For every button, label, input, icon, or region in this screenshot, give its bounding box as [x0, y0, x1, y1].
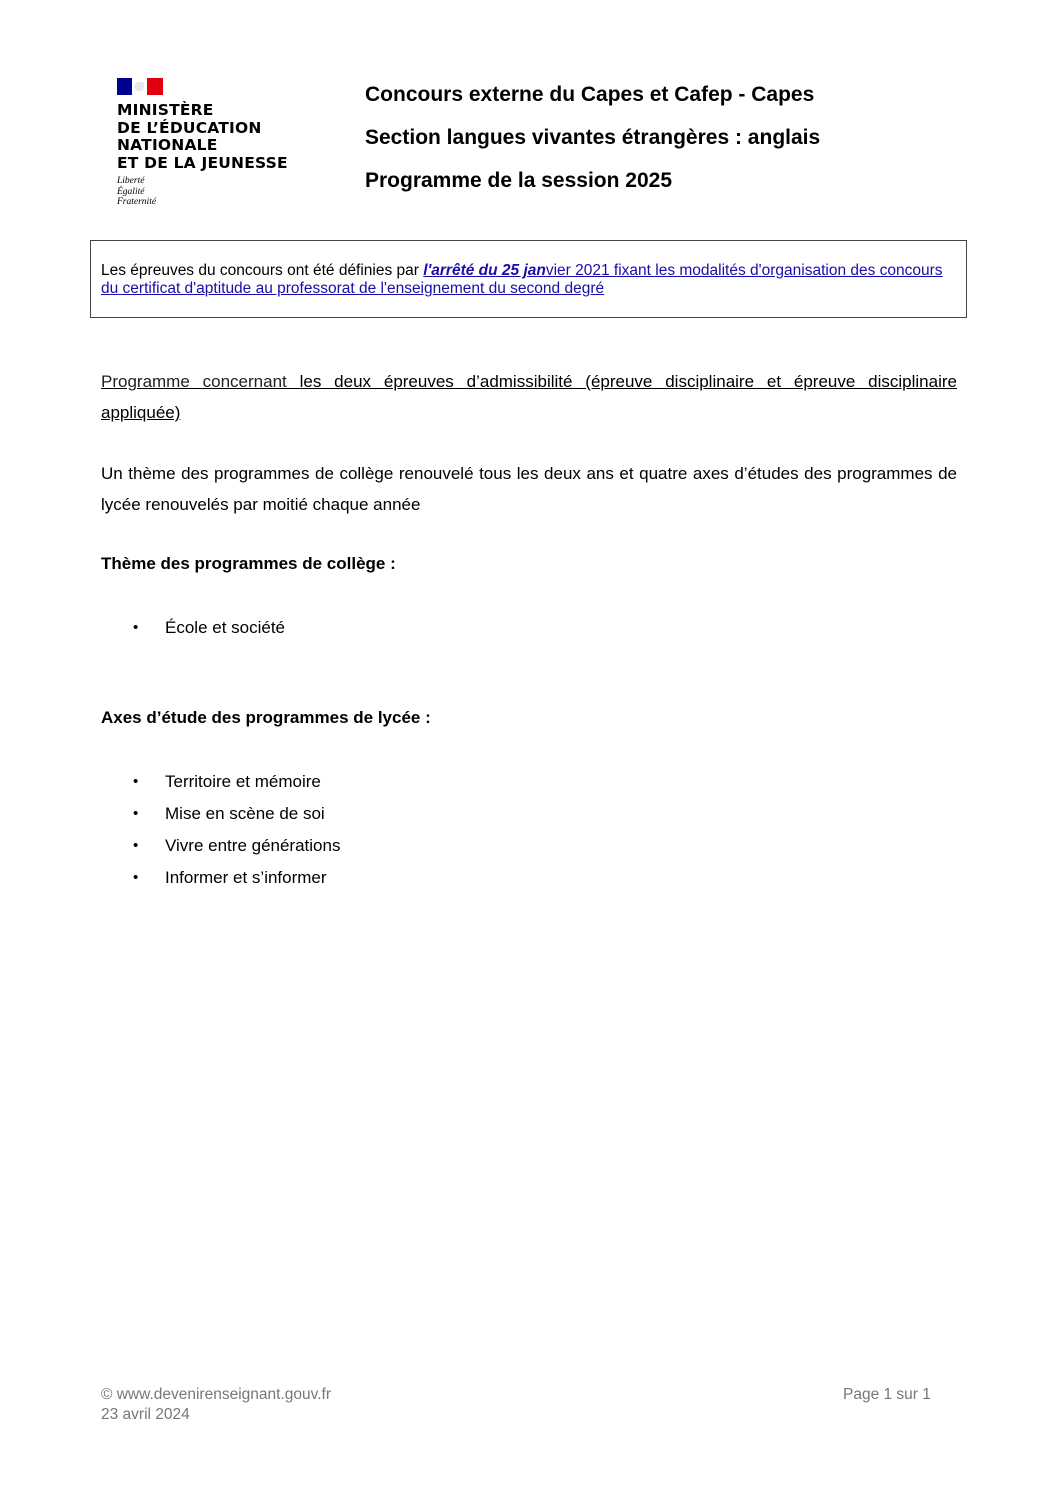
intro-rest: les deux épreuves d’admissibilité (épreuve disciplinaire et épreuve disciplinaire appliquée)	[101, 372, 957, 422]
description-end: de lycée renouvelés par moitié chaque année	[101, 464, 958, 514]
notice-text: Les épreuves du concours ont été définies par	[101, 262, 424, 279]
ministry-line: MINISTÈRE	[117, 101, 214, 119]
list-item	[101, 862, 340, 894]
ministry-line: NATIONALE	[117, 136, 218, 154]
document-title: Concours externe du Capes et Cafep - Capes	[365, 83, 815, 106]
list-item: • École et société	[101, 612, 285, 644]
last-item-start: Informer et	[165, 868, 252, 887]
ministry-logo	[117, 78, 297, 208]
footer-page-number: Page 1 sur 1	[843, 1386, 931, 1403]
lycee-axes-list	[101, 766, 340, 894]
list-item: • Territoire et mémoire	[101, 766, 340, 798]
programme-intro	[101, 366, 957, 428]
document-section: Section langues vivantes étrangères : anglais	[365, 126, 821, 149]
footer-date: 23 avril 2024	[101, 1406, 190, 1423]
republic-motto	[117, 176, 297, 208]
last-item-end: s’informer	[251, 868, 327, 887]
motto-line: Égalité	[117, 186, 145, 197]
list-item: • Mise en scène de soi	[101, 798, 340, 830]
regulation-notice-box	[90, 240, 967, 318]
marianne-flag-icon	[117, 78, 163, 95]
list-item: • Vivre entre générations	[101, 830, 340, 862]
lycee-heading: Axes d’étude des programmes de lycée :	[101, 708, 431, 727]
ministry-line: ET DE LA JEUNESSE	[117, 153, 288, 172]
motto-line: Liberté	[117, 176, 145, 186]
college-heading: Thème des programmes de collège :	[101, 554, 396, 573]
ministry-name	[117, 102, 297, 172]
arrete-link-bold: l'arrêté du 25 jan	[423, 262, 546, 279]
footer-left	[101, 1385, 331, 1425]
motto-line: Fraternité	[117, 197, 157, 207]
programme-description	[101, 458, 957, 520]
footer-site: © www.devenirenseignant.gouv.fr	[101, 1386, 331, 1403]
arrete-link-rest: vier 2021 fixant les modalités d'organisation des concours du certificat d'aptitude au professorat de l'enseignement du second degré	[101, 262, 943, 297]
description-start: Un thème des programmes de collège renouvelé tous les deux ans et	[101, 464, 640, 483]
intro-prefix: Programme concernant	[101, 372, 300, 391]
document-headings	[365, 83, 820, 212]
college-theme-list	[101, 612, 285, 644]
ministry-line: DE L’ÉDUCATION	[117, 118, 262, 137]
document-session: Programme de la session 2025	[365, 169, 672, 192]
description-mid: quatre axes d’études des programmes	[639, 464, 933, 483]
